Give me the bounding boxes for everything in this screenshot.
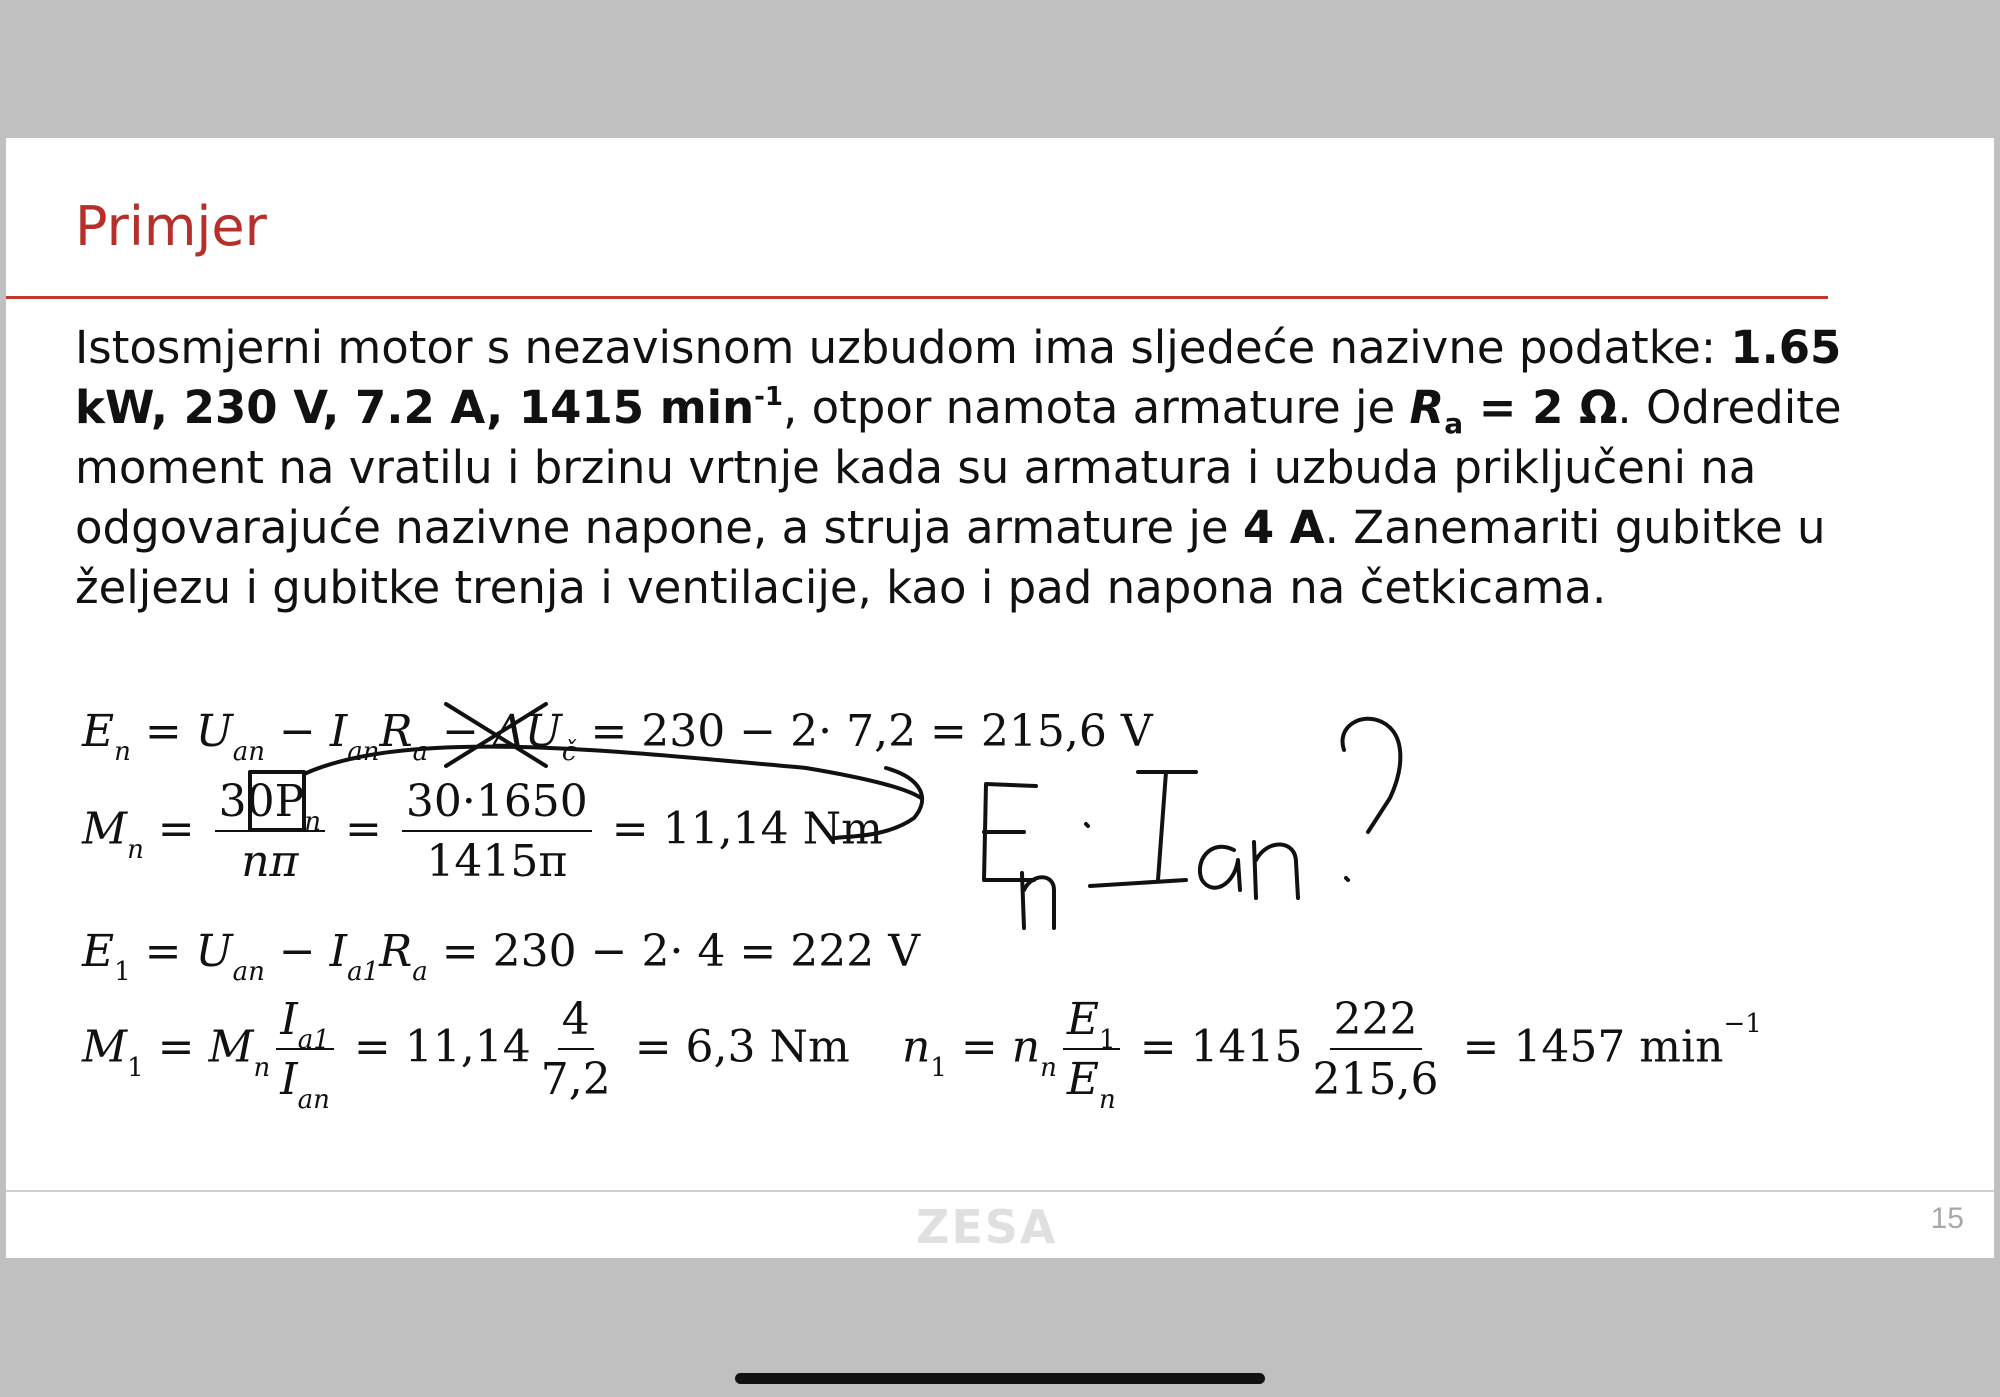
equation-emf-load: $E_1 = U_{an} - I_{a1}R_a = 230 - 2\cdot 4 = 222$ V — [82, 926, 920, 987]
box-around-pn — [250, 772, 304, 830]
arrow-line — [304, 747, 921, 798]
hand-question-mark — [1343, 719, 1401, 832]
problem-text-3: . Odredite moment na vratilu i brzinu vrtnje kada su armatura i uzbuda priključeni na odgovarajuće nazivne napone, a struja armature je — [75, 381, 1842, 554]
page-number: 15 — [1930, 1202, 1964, 1235]
struck-brush-drop: − ΔU — [428, 706, 562, 757]
rated-data: 1.65 kW, 230 V, 7.2 A, 1415 min — [75, 321, 1842, 434]
hand-letter-n2 — [1254, 842, 1298, 898]
zesa-logo: ZESA — [916, 1200, 1058, 1254]
equation-rated-torque: $M_n$ = $\frac{30P_n}{n\pi}$ = $\frac{30\cdot 1650}{1415\pi}$ = 11,14 Nm — [82, 776, 883, 887]
hand-question-dot — [1346, 878, 1348, 880]
problem-text-2: , otpor namota armature je — [783, 381, 1410, 434]
handwritten-annotations — [6, 138, 1994, 1258]
equation-load-speed: $n_1 = n_n$ $\frac{E_1}{E_n}$ = 1415 $\frac{222}{215,6}$ = 1457 $\min^{-1}$ — [902, 994, 1762, 1115]
rated-data-exponent: -1 — [754, 382, 783, 412]
problem-text-4: . Zanemariti gubitke u željezu i gubitke trenja i ventilacije, kao i pad napona na četkicama. — [75, 501, 1826, 614]
hand-letter-E — [984, 784, 1036, 880]
hand-dot — [1086, 824, 1088, 826]
hand-letter-a — [1200, 847, 1240, 890]
armature-resistance-value: = 2 Ω — [1463, 381, 1618, 434]
equation-emf-rated: $E_n = U_{an} - I_{an}R_a - \Delta U_č = 230 - 2\cdot 7,2 = 215,6$ V — [82, 706, 1153, 767]
problem-text-1: Istosmjerni motor s nezavisnom uzbudom ima sljedeće nazivne podatke: — [75, 321, 1731, 374]
slide-title: Primjer — [75, 195, 267, 258]
cross-out-mark — [446, 704, 546, 766]
armature-current-value: 4 A — [1242, 501, 1325, 554]
home-indicator[interactable] — [735, 1373, 1265, 1384]
arrow-head — [836, 768, 922, 838]
slide — [6, 138, 1994, 1258]
footer-divider — [6, 1190, 1994, 1192]
armature-resistance-symbol: R — [1409, 381, 1445, 434]
armature-resistance-subscript: a — [1444, 407, 1464, 440]
equation-load-torque: $M_1 = M_n$ $\frac{I_{a1}}{I_{an}}$ = 11,14 $\frac{4}{7,2}$ = 6,3 Nm — [82, 994, 850, 1115]
hand-letter-I — [1090, 772, 1196, 886]
